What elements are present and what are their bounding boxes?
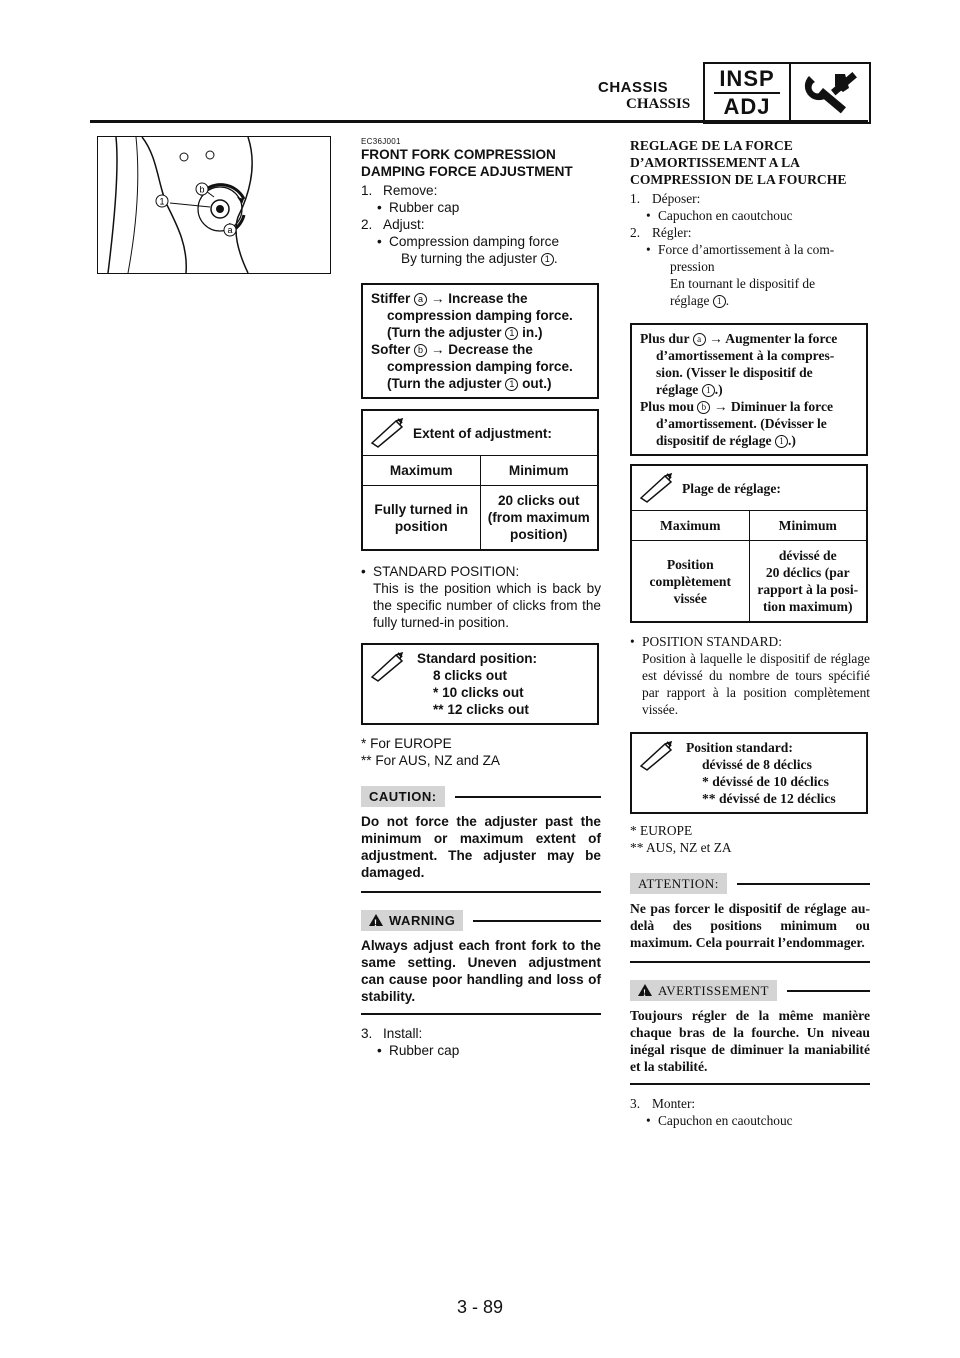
warning-triangle-icon [638, 984, 652, 996]
wrench-screwdriver-icon [791, 64, 869, 122]
warning-text: Always adjust each front fork to the same setting. Uneven adjustment can cause poor handling and loss of stability. [361, 938, 601, 1004]
caution-tag: CAUTION: [361, 786, 445, 807]
remove-item: Rubber cap [389, 200, 460, 215]
spec-caliper-icon [363, 411, 413, 455]
step-install: Install: [383, 1026, 423, 1041]
attention-text: Ne pas forcer le dispositif de réglage au-delà des positions minimum ou maximum. Cela pourrait l’endommager. [630, 901, 870, 950]
badge-insp: INSP [719, 66, 775, 91]
standard-position-box: Standard position: 8 clicks out * 10 clicks out ** 12 clicks out [361, 643, 599, 725]
callout-a: a [227, 225, 233, 235]
section-code: EC36J001 [361, 137, 401, 146]
step-monter: Monter: [652, 1096, 696, 1111]
badge-adj: ADJ [723, 94, 771, 119]
step-regler: Régler: [652, 225, 692, 240]
insp-adj-badge [703, 62, 871, 124]
std-position-desc-fr: Position à laquelle le dispositif de réglage est dévissé du nombre de tours spécifié par rapport à la position complètement vissée. [642, 651, 870, 717]
footnote-1-fr: * EUROPE [630, 823, 693, 838]
regler-instruction: En tournant le dispositif de réglage 1 . [670, 276, 816, 308]
std-position-bullet-fr: POSITION STANDARD: [642, 634, 782, 649]
spec-caliper-icon [632, 466, 682, 510]
adjust-item: Compression damping force [389, 234, 560, 249]
plage-reglage-table [630, 464, 868, 623]
spec-caliper-icon [632, 734, 682, 778]
adjust-instruction: By turning the adjuster 1 . [401, 251, 558, 266]
header-rule [90, 120, 868, 123]
col-maximum-fr: Maximum [660, 518, 721, 533]
deposer-item: Capuchon en caoutchouc [658, 208, 793, 223]
min-value: 20 clicks out (from maximum position) [480, 486, 598, 549]
col-maximum: Maximum [389, 463, 453, 478]
regler-item: Force d’amortissement à la com- pression [658, 242, 835, 274]
std-position-bullet: STANDARD POSITION: [373, 564, 520, 579]
french-column: REGLAGE DE LA FORCE D’AMORTISSEMENT A LA COMPRESSION DE LA FOURCHE 1. Déposer: • Capuchon en caoutchouc 2. Régler: • Force d’amortissement à la com- pression En tournant le dispositif de réglage 1 . Plus dur a → Augmenter la force d’amortissement à la compres- sion. (Visser le dispositif de réglage 1 .) Plus mou b → Diminuer la force d’amortissement. (Dévisser le dispositif de réglage 1 .) Plage de réglage: Maximum Minimum Position complètement vissée dévissé de 20 déclics (par rapport à la posi- tion maximum) • POSITION STANDARD: Position à laquelle le dispositif de réglage est dévissé du nombre de tours spécifié par rapport à la position complètement vissée. Position standard: dévissé de 8 déclics * dévissé de 10 déclics ** dévissé de 12 déclics * EUROPE ** AUS, NZ et ZA ATTENTION: Ne pas forcer le dispositif de réglage au-delà des positions minimum ou maximum. Cela pourrait l’endommager. !AVERTISSEMENT Toujours régler de la même manière chaque bras de la fourche. Un niveau inégal risque de diminuer la maniabilité et la stabilité. 3. Monter: • Capuchon en caoutchouc [630, 137, 870, 1129]
col-minimum: Minimum [480, 456, 598, 485]
footnote-2-fr: ** AUS, NZ et ZA [630, 840, 732, 855]
col-minimum-fr: Minimum [749, 511, 867, 540]
spec-caliper-icon [363, 645, 413, 689]
footnote-1: * For EUROPE [361, 736, 452, 751]
avertissement-tag: !AVERTISSEMENT [630, 980, 777, 1001]
adjustment-spec-table [361, 409, 599, 551]
spec-title-fr: Plage de réglage: [682, 480, 781, 496]
spec-title: Extent of adjustment: [413, 425, 552, 441]
max-value: Fully turned in position [374, 501, 469, 534]
attention-tag: ATTENTION: [630, 873, 727, 894]
stiffer-softer-note: Stiffer a → Increase the compression damping force. (Turn the adjuster 1 in.) Softer b → Decrease the compression damping force. (Turn the adjuster 1 out.) [361, 283, 599, 399]
install-item: Rubber cap [389, 1043, 460, 1058]
std-box-title-fr: Position standard: [686, 740, 793, 755]
section-title-en: CHASSIS [598, 79, 669, 96]
callout-b: b [199, 184, 205, 195]
callout-1: 1 [159, 196, 165, 207]
section-heading-fr: REGLAGE DE LA FORCE D’AMORTISSEMENT A LA COMPRESSION DE LA FOURCHE [630, 138, 847, 187]
avertissement-text: Toujours régler de la même manière chaque bras de la fourche. Un niveau inégal risque de diminuer la maniabilité et la stabilité. [630, 1008, 870, 1074]
position-standard-box: Position standard: dévissé de 8 déclics * dévissé de 10 déclics ** dévissé de 12 déclics [630, 732, 868, 814]
std-position-desc: This is the position which is back by the specific number of clicks from the fully turned-in position. [373, 581, 601, 630]
std-box-title: Standard position: [417, 651, 538, 666]
english-column: EC36J001 FRONT FORK COMPRESSION DAMPING FORCE ADJUSTMENT 1. Remove: • Rubber cap 2. Adjust: • Compression damping force By turning the adjuster 1 . Stiffer a → Increase the compression damping force. (Turn the adjuster 1 in.) Softer b → Decrease the compression damping force. (Turn the adjuster 1 out.) Extent of adjustment: Maximum Minimum Fully turned in position 20 clicks out (from maximum position) • STANDARD POSITION: This is the position which is back by the specific number of clicks from the fully turned-in position. Standard position: 8 clicks out * 10 clicks out ** 12 clicks out * For EUROPE ** For AUS, NZ and ZA CAUTION: Do not force the adjuster past the minimum or maximum extent of adjustment. The adjuster may be damaged. !WARNING Always adjust each front fork to the same setting. Uneven adjustment can cause poor handling and loss of stability. 3. Install: • Rubber cap [361, 137, 601, 1059]
max-value-fr: Position complètement vissée [649, 556, 732, 606]
fork-adjuster-illustration [97, 136, 331, 274]
step-adjust: Adjust: [383, 217, 425, 232]
warning-tag: !WARNING [361, 910, 463, 931]
step-deposer: Déposer: [652, 191, 701, 206]
section-heading-en: FRONT FORK COMPRESSION DAMPING FORCE ADJUSTMENT [361, 147, 573, 179]
min-value-fr: dévissé de 20 déclics (par rapport à la posi- tion maximum) [749, 541, 867, 621]
step-remove: Remove: [383, 183, 438, 198]
page-number: 3 - 89 [456, 1297, 504, 1317]
section-title-fr: CHASSIS [626, 96, 691, 112]
warning-triangle-icon [369, 914, 383, 926]
footnote-2: ** For AUS, NZ and ZA [361, 753, 501, 768]
monter-item: Capuchon en caoutchouc [658, 1113, 793, 1128]
plus-dur-note: Plus dur a → Augmenter la force d’amortissement à la compres- sion. (Visser le dispositif de réglage 1 .) Plus mou b → Diminuer la force d’amortissement. (Dévisser le dispositif de réglage 1 .) [630, 323, 868, 456]
caution-text: Do not force the adjuster past the minimum or maximum extent of adjustment. The adjuster may be damaged. [361, 814, 601, 880]
